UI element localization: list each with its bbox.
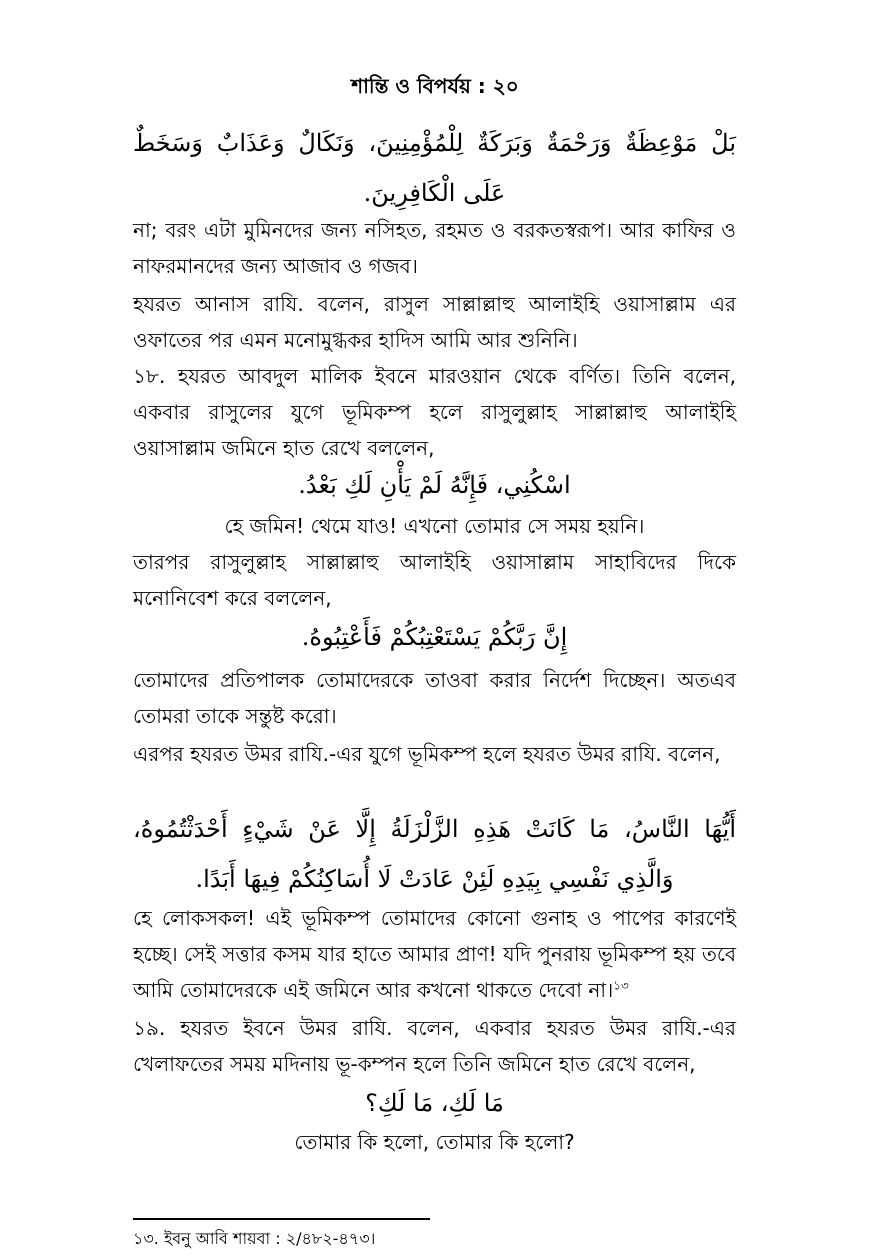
hadith-19-intro: ১৯. হযরত ইবনে উমর রাযি. বলেন, একবার হযরত উমর রাযি.-এর খেলাফতের সময় মদিনায় ভূ-কম্পন হলে তিনি জমিনে হাত রেখে বলেন, [133,1016,736,1076]
page-header: শান্তি ও বিপর্যয় : ২০ [351,74,519,98]
arabic-quote-1: اسْكُنِي، فَإِنَّهُ لَمْ يَأْنِ لَكِ بَعْدُ. [298,471,571,499]
footnote: ১৩. ইবনু আবি শায়বা : ২/৪৮২-৪৭৩। [133,1229,376,1248]
footnote-divider [133,1218,430,1220]
footnote-reference: ১৩ [613,978,629,993]
arabic-verse-1: بَلْ مَوْعِظَةٌ وَرَحْمَةٌ وَبَرَكَةٌ لِلْمُؤْمِنِينَ، وَنَكَالٌ وَعَذَابٌ وَسَخَطٌ عَلَى الْكَافِرِينَ. [133,129,736,207]
bengali-translation-4: তোমার কি হলো, তোমার কি হলো? [294,1130,575,1154]
hadith-18-intro: ১৮. হযরত আবদুল মালিক ইবনে মারওয়ান থেকে বর্ণিত। তিনি বলেন, একবার রাসুলের যুগে ভূমিকম্প হলে রাসুলুল্লাহ সাল্লাল্লাহু আলাইহি ওয়াসাল্লাম জমিনে হাত রেখে বললেন, [133,364,736,460]
bengali-paragraph-1: না; বরং এটা মুমিনদের জন্য নসিহত, রহমত ও বরকতস্বরূপ। আর কাফির ও নাফরমানদের জন্য আজাব ও গজব। [133,218,736,278]
arabic-quote-4: مَا لَكِ، مَا لَكِ؟ [365,1089,504,1117]
bengali-paragraph-6-text: হে লোকসকল! এই ভূমিকম্প তোমাদের কোনো গুনাহ ও পাপের কারণেই হচ্ছে। সেই সত্তার কসম যার হাতে আমার প্রাণ! যদি পুনরায় ভূমিকম্প হয় তবে আমি তোমাদেরকে এই জমিনে আর কখনো থাকতে দেবো না। [133,906,736,1002]
bengali-paragraph-6 [133,900,736,1008]
bengali-paragraph-2: হযরত আনাস রাযি. বলেন, রাসুল সাল্লাল্লাহু আলাইহি ওয়াসাল্লাম এর ওফাতের পর এমন মনোমুগ্ধকর হাদিস আমি আর শুনিনি। [133,292,736,352]
bengali-paragraph-4: তোমাদের প্রতিপালক তোমাদেরকে তাওবা করার নির্দেশ দিচ্ছেন। অতএব তোমরা তাকে সন্তুষ্ট করো। [133,668,736,728]
bengali-translation-1: হে জমিন! থেমে যাও! এখনো তোমার সে সময় হয়নি। [224,514,645,538]
bengali-paragraph-3: তারপর রাসুলুল্লাহ সাল্লাল্লাহু আলাইহি ওয়াসাল্লাম সাহাবিদের দিকে মনোনিবেশ করে বললেন, [133,550,736,610]
arabic-quote-3: أَيُّهَا النَّاسُ، مَا كَانَتْ هَذِهِ الزَّلْزَلَةُ إِلَّا عَنْ شَيْءٍ أَحْدَثْتُمُوهُ، وَالَّذِي نَفْسِي بِيَدِهِ لَئِنْ عَادَتْ لَا أُسَاكِنُكُمْ فِيهَا أَبَدًا. [133,815,736,893]
bengali-paragraph-5: এরপর হযরত উমর রাযি.-এর যুগে ভূমিকম্প হলে হযরত উমর রাযি. বলেন, [133,742,721,766]
arabic-quote-2: إِنَّ رَبَّكُمْ يَسْتَعْتِبُكُمْ فَأَعْتِبُوهُ. [301,623,568,651]
